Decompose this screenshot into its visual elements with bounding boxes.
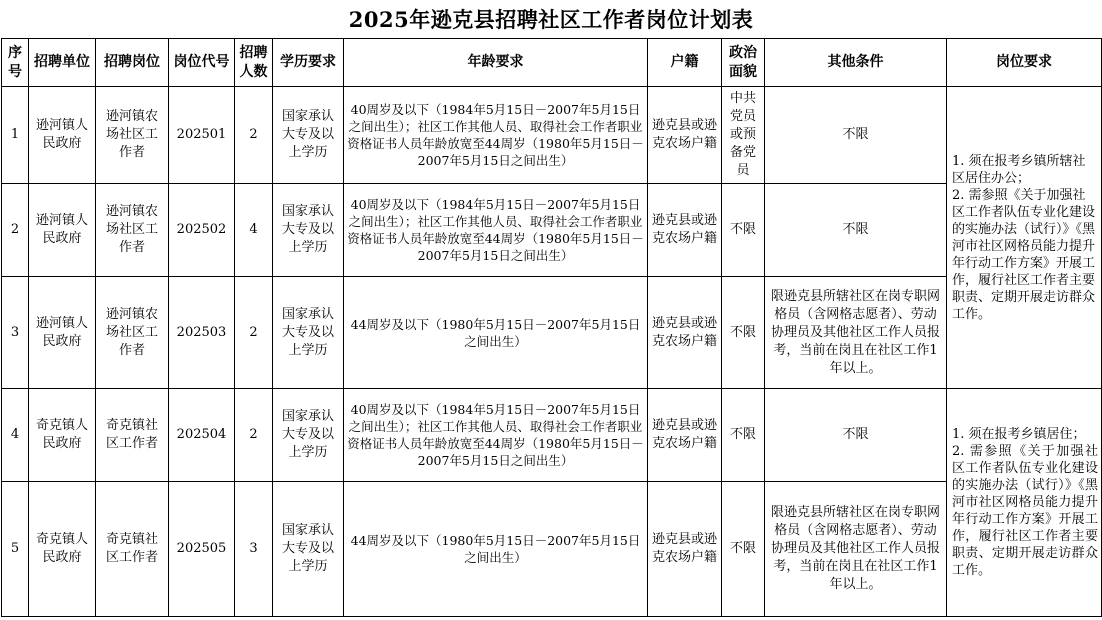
cell-political: 不限 bbox=[722, 389, 765, 482]
cell-unit: 逊河镇人民政府 bbox=[29, 87, 96, 184]
cell-other: 限逊克县所辖社区在岗专职网格员（含网格志愿者）、劳动协理员及其他社区工作人员报考，当前在岗且在社区工作1年以上。 bbox=[765, 482, 947, 617]
cell-code: 202505 bbox=[169, 482, 235, 617]
header-hukou: 户籍 bbox=[648, 39, 722, 87]
cell-count: 4 bbox=[235, 184, 273, 277]
cell-other: 不限 bbox=[765, 87, 947, 184]
recruitment-table bbox=[1, 38, 1102, 617]
cell-post: 逊河镇农场社区工作者 bbox=[96, 184, 169, 277]
cell-unit: 奇克镇人民政府 bbox=[29, 389, 96, 482]
cell-political: 不限 bbox=[722, 184, 765, 277]
table-row bbox=[2, 184, 1102, 277]
cell-count: 2 bbox=[235, 87, 273, 184]
cell-other: 不限 bbox=[765, 389, 947, 482]
cell-other: 限逊克县所辖社区在岗专职网格员（含网格志愿者）、劳动协理员及其他社区工作人员报考，当前在岗且在社区工作1年以上。 bbox=[765, 277, 947, 389]
cell-political: 不限 bbox=[722, 277, 765, 389]
cell-count: 2 bbox=[235, 389, 273, 482]
table-row bbox=[2, 277, 1102, 389]
header-count: 招聘人数 bbox=[235, 39, 273, 87]
cell-age: 44周岁及以下（1980年5月15日－2007年5月15日之间出生） bbox=[344, 482, 648, 617]
cell-unit: 逊河镇人民政府 bbox=[29, 277, 96, 389]
cell-edu: 国家承认大专及以上学历 bbox=[273, 87, 344, 184]
cell-age: 40周岁及以下（1984年5月15日－2007年5月15日之间出生）；社区工作其他人员、取得社会工作者职业资格证书人员年龄放宽至44周岁（1980年5月15日－2007年5月15日之间出生） bbox=[344, 87, 648, 184]
table-row bbox=[2, 87, 1102, 184]
cell-political: 不限 bbox=[722, 482, 765, 617]
requirement-item: 2. 需参照《关于加强社区工作者队伍专业化建设的实施办法（试行）》《黑河市社区网格员能力提升年行动工作方案》开展工作，履行社区工作者主要职责、定期开展走访群众工作。 bbox=[952, 444, 1098, 578]
cell-hukou: 逊克县或逊克农场户籍 bbox=[648, 87, 722, 184]
page-title: 2025年逊克县招聘社区工作者岗位计划表 bbox=[348, 7, 754, 32]
cell-no: 3 bbox=[2, 277, 29, 389]
cell-hukou: 逊克县或逊克农场户籍 bbox=[648, 277, 722, 389]
header-code: 岗位代号 bbox=[169, 39, 235, 87]
cell-unit: 逊河镇人民政府 bbox=[29, 184, 96, 277]
requirement-item: 2. 需参照《关于加强社区工作者队伍专业化建设的实施办法（试行）》《黑河市社区网格员能力提升年行动工作方案》开展工作，履行社区工作者主要职责、定期开展走访群众工作。 bbox=[952, 187, 1096, 322]
header-requirement: 岗位要求 bbox=[947, 39, 1102, 87]
cell-post: 逊河镇农场社区工作者 bbox=[96, 277, 169, 389]
cell-other: 不限 bbox=[765, 184, 947, 277]
cell-hukou: 逊克县或逊克农场户籍 bbox=[648, 389, 722, 482]
cell-age: 40周岁及以下（1984年5月15日－2007年5月15日之间出生）；社区工作其他人员、取得社会工作者职业资格证书人员年龄放宽至44周岁（1980年5月15日－2007年5月15日之间出生） bbox=[344, 184, 648, 277]
header-other: 其他条件 bbox=[765, 39, 947, 87]
cell-code: 202501 bbox=[169, 87, 235, 184]
cell-count: 3 bbox=[235, 482, 273, 617]
cell-unit: 奇克镇人民政府 bbox=[29, 482, 96, 617]
header-political: 政治面貌 bbox=[722, 39, 765, 87]
requirement-item: 1. 须在报考乡镇居住； bbox=[952, 427, 1086, 442]
requirement-item: 1. 须在报考乡镇所辖社区居住办公； bbox=[952, 153, 1086, 186]
cell-hukou: 逊克县或逊克农场户籍 bbox=[648, 482, 722, 617]
cell-no: 2 bbox=[2, 184, 29, 277]
requirement-cell-group-2 bbox=[947, 389, 1102, 617]
cell-hukou: 逊克县或逊克农场户籍 bbox=[648, 184, 722, 277]
header-row bbox=[2, 39, 1102, 87]
cell-code: 202504 bbox=[169, 389, 235, 482]
cell-age: 44周岁及以下（1980年5月15日－2007年5月15日之间出生） bbox=[344, 277, 648, 389]
cell-edu: 国家承认大专及以上学历 bbox=[273, 389, 344, 482]
table-row bbox=[2, 482, 1102, 617]
cell-political: 中共党员或预备党员 bbox=[722, 87, 765, 184]
cell-edu: 国家承认大专及以上学历 bbox=[273, 482, 344, 617]
cell-code: 202503 bbox=[169, 277, 235, 389]
header-edu: 学历要求 bbox=[273, 39, 344, 87]
header-unit: 招聘单位 bbox=[29, 39, 96, 87]
header-post: 招聘岗位 bbox=[96, 39, 169, 87]
header-age: 年龄要求 bbox=[344, 39, 648, 87]
cell-code: 202502 bbox=[169, 184, 235, 277]
cell-no: 4 bbox=[2, 389, 29, 482]
cell-no: 1 bbox=[2, 87, 29, 184]
cell-post: 奇克镇社区工作者 bbox=[96, 389, 169, 482]
cell-age: 40周岁及以下（1984年5月15日－2007年5月15日之间出生）；社区工作其他人员、取得社会工作者职业资格证书人员年龄放宽至44周岁（1980年5月15日－2007年5月15日之间出生） bbox=[344, 389, 648, 482]
cell-edu: 国家承认大专及以上学历 bbox=[273, 184, 344, 277]
table-row bbox=[2, 389, 1102, 482]
cell-no: 5 bbox=[2, 482, 29, 617]
cell-count: 2 bbox=[235, 277, 273, 389]
requirement-cell-group-1 bbox=[947, 87, 1102, 389]
header-no: 序号 bbox=[2, 39, 29, 87]
cell-post: 逊河镇农场社区工作者 bbox=[96, 87, 169, 184]
cell-edu: 国家承认大专及以上学历 bbox=[273, 277, 344, 389]
cell-post: 奇克镇社区工作者 bbox=[96, 482, 169, 617]
